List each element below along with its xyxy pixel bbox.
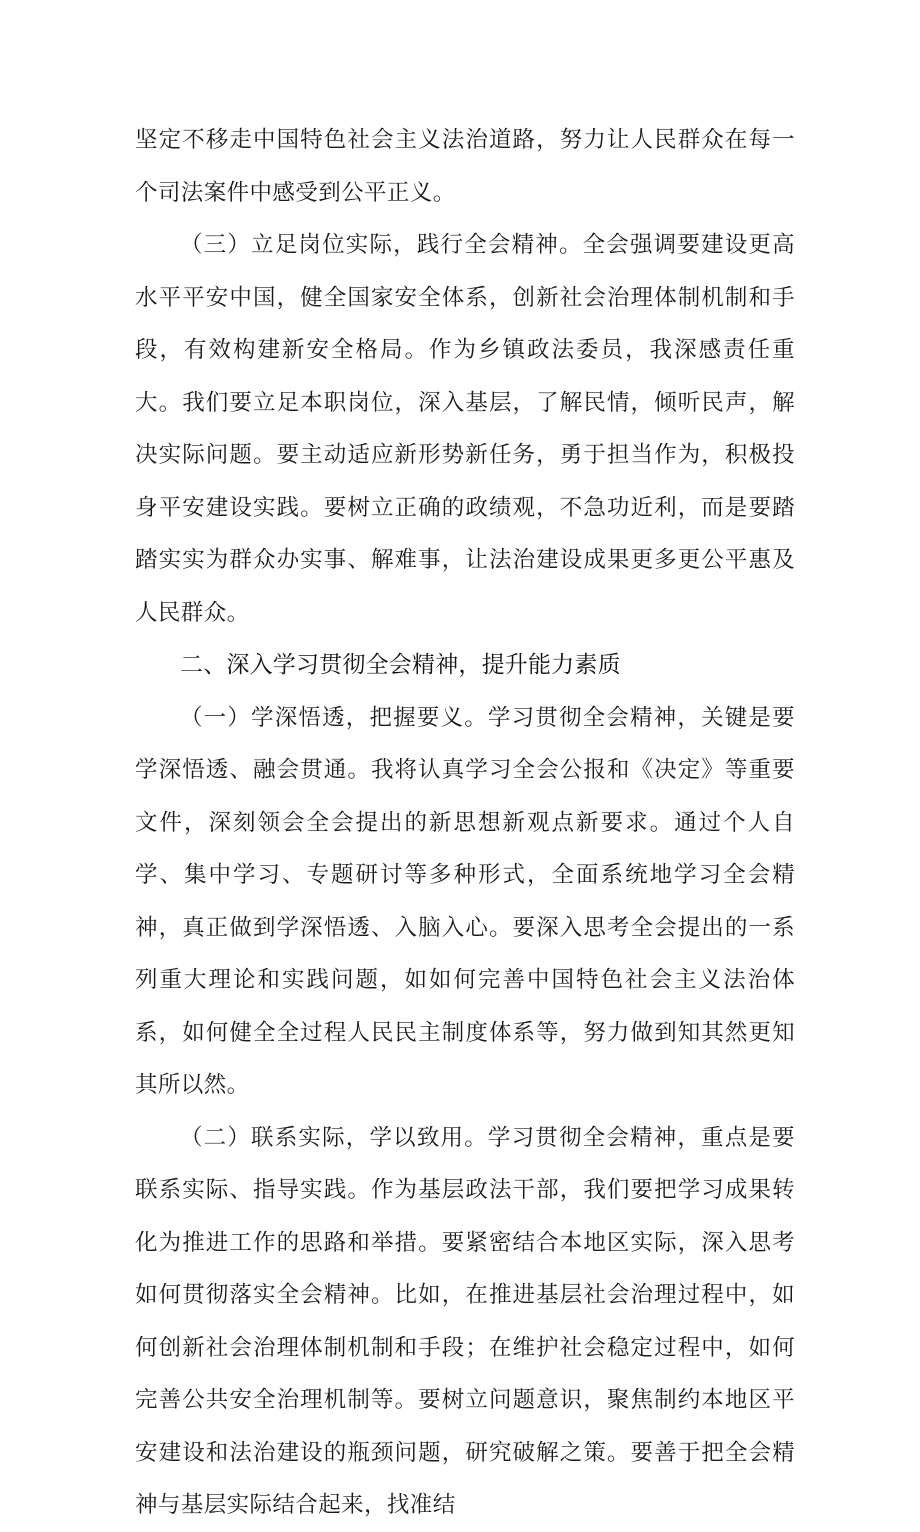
paragraph-subsection-2: （二）联系实际，学以致用。学习贯彻全会精神，重点是要联系实际、指导实践。作为基层政法干部，我们要把学习成果转化为推进工作的思路和举措。要紧密结合本地区实际，深入思考如何贯彻落实全会精神。比如，在推进基层社会治理过程中，如何创新社会治理体制机制和手段；在维护社会稳定过程中，如何完善公共安全治理机制等。要树立问题意识，聚焦制约本地区平安建设和法治建设的瓶颈问题，研究破解之策。要善于把全会精神与基层实际结合起来，找准结 — [135, 1124, 795, 1518]
paragraph-section-3: （三）立足岗位实际，践行全会精神。全会强调要建设更高水平平安中国，健全国家安全体系，创新社会治理体制机制和手段，有效构建新安全格局。作为乡镇政法委员，我深感责任重大。我们要立足本职岗位，深入基层，了解民情，倾听民声，解决实际问题。要主动适应新形势新任务，勇于担当作为，积极投身平安建设实践。要树立正确的政绩观，不急功近利，而是要踏踏实实为群众办实事、解难事，让法治建设成果更多更公平惠及人民群众。 — [135, 232, 795, 626]
document-body — [135, 114, 795, 1532]
section-heading: 二、深入学习贯彻全会精神，提升能力素质 — [180, 652, 621, 678]
paragraph-continuation: 坚定不移走中国特色社会主义法治道路，努力让人民群众在每一个司法案件中感受到公平正义。 — [135, 127, 795, 206]
paragraph-subsection-1: （一）学深悟透，把握要义。学习贯彻全会精神，关键是要学深悟透、融会贯通。我将认真学习全会公报和《决定》等重要文件，深刻领会全会提出的新思想新观点新要求。通过个人自学、集中学习、专题研讨等多种形式，全面系统地学习全会精神，真正做到学深悟透、入脑入心。要深入思考全会提出的一系列重大理论和实践问题，如如何完善中国特色社会主义法治体系，如何健全全过程人民民主制度体系等，努力做到知其然更知其所以然。 — [135, 704, 795, 1098]
